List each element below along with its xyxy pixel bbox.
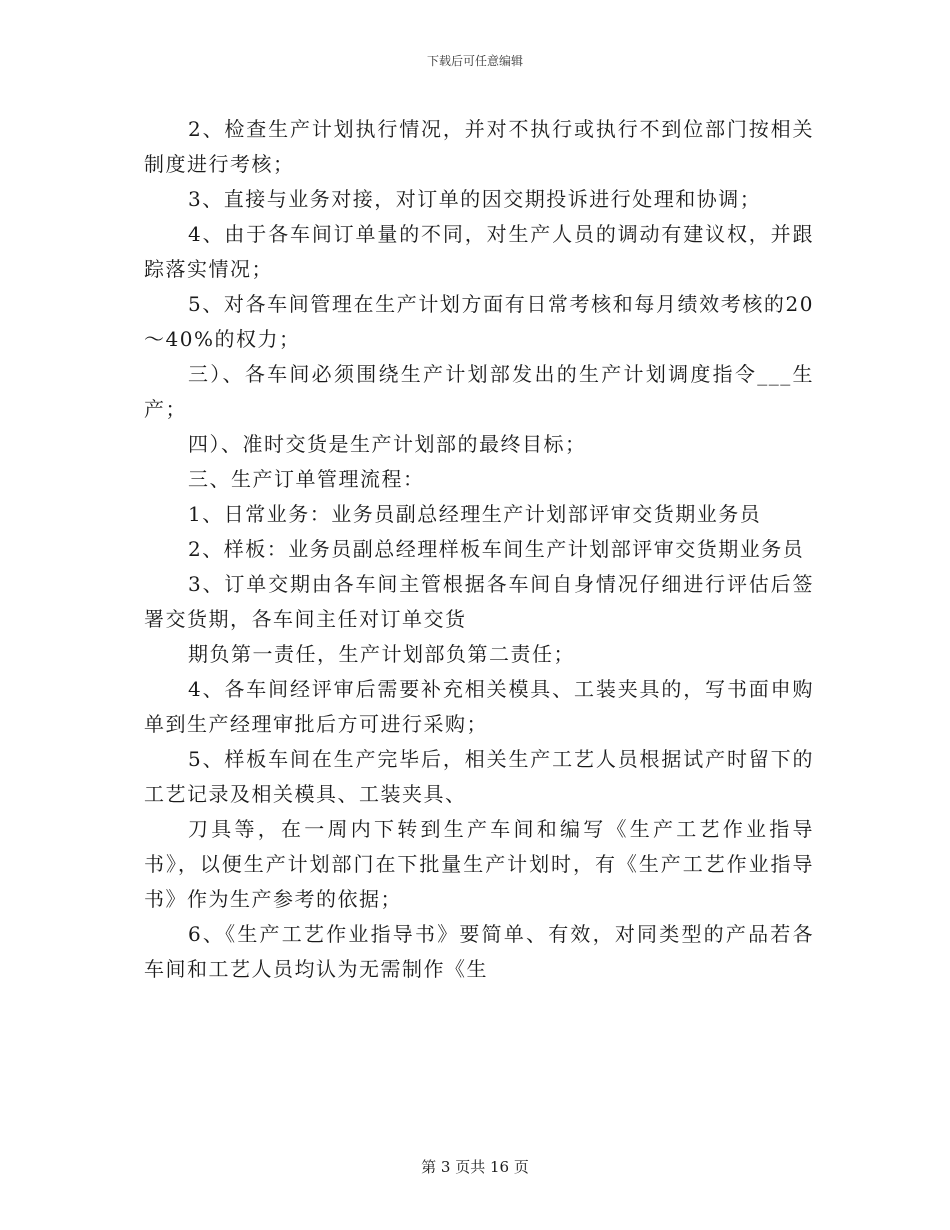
paragraph-flow-6: 6、《生产工艺作业指导书》要简单、有效，对同类型的产品若各车间和工艺人员均认为无需制作《生	[144, 922, 814, 981]
document-body	[144, 112, 814, 987]
paragraph-item-3: 3、直接与业务对接，对订单的因交期投诉进行处理和协调；	[188, 187, 762, 211]
paragraph-flow-3: 3、订单交期由各车间主管根据各车间自身情况仔细进行评估后签署交货期，各车间主任对订单交货	[144, 572, 814, 631]
section-heading: 三、生产订单管理流程：	[188, 467, 425, 491]
paragraph-flow-1: 1、日常业务：业务员副总经理生产计划部评审交货期业务员	[188, 502, 762, 526]
paragraph-section-3: 三）、各车间必须围绕生产计划部发出的生产计划调度指令___生产；	[144, 362, 814, 421]
paragraph-flow-3-cont: 期负第一责任，生产计划部负第二责任；	[188, 642, 575, 666]
paragraph-item-4: 4、由于各车间订单量的不同，对生产人员的调动有建议权，并跟踪落实情况；	[144, 222, 814, 281]
paragraph-section-4: 四）、准时交货是生产计划部的最终目标；	[188, 432, 587, 456]
page-header: 下载后可任意编辑	[426, 54, 523, 68]
paragraph-flow-4: 4、各车间经评审后需要补充相关模具、工装夹具的，写书面申购单到生产经理审批后方可进行采购；	[144, 677, 814, 736]
paragraph-item-5: 5、对各车间管理在生产计划方面有日常考核和每月绩效考核的20～40%的权力；	[144, 292, 814, 351]
paragraph-item-2: 2、检查生产计划执行情况，并对不执行或执行不到位部门按相关制度进行考核；	[144, 117, 814, 176]
paragraph-flow-2: 2、样板：业务员副总经理样板车间生产计划部评审交货期业务员	[188, 537, 805, 561]
page-number: 第 3 页共 16 页	[421, 1158, 529, 1176]
paragraph-flow-5: 5、样板车间在生产完毕后，相关生产工艺人员根据试产时留下的工艺记录及相关模具、工装夹具、	[144, 747, 814, 806]
paragraph-flow-5-cont: 刀具等，在一周内下转到生产车间和编写《生产工艺作业指导书》，以便生产计划部门在下批量生产计划时，有《生产工艺作业指导书》作为生产参考的依据；	[144, 817, 814, 911]
